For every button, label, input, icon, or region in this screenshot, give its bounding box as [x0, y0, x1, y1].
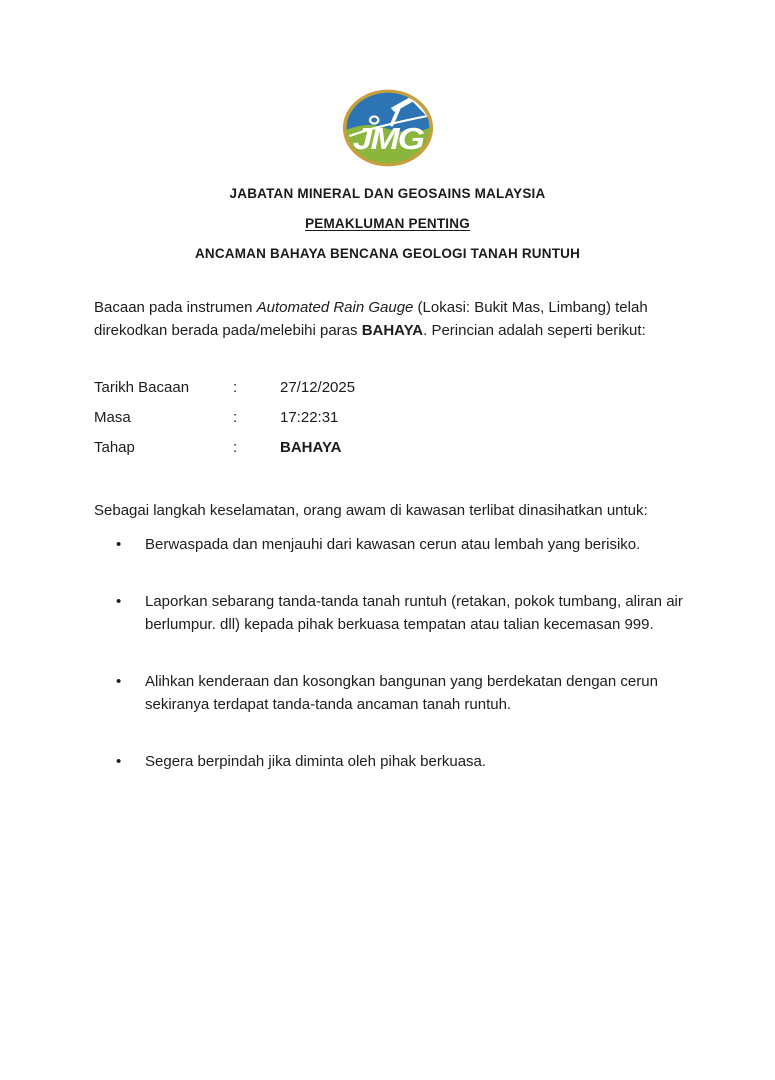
list-item — [94, 533, 694, 557]
list-item — [94, 590, 694, 637]
detail-value-date: 27/12/2025 — [280, 379, 356, 396]
detail-value-level: BAHAYA — [280, 439, 342, 456]
agency-title: JABATAN MINERAL DAN GEOSAINS MALAYSIA — [229, 186, 546, 201]
bullet-icon: • — [116, 752, 122, 770]
advisory-item-text: Alihkan kenderaan dan kosongkan bangunan yang berdekatan dengan cerun sekiranya terdapat tanda-tanda ancaman tanah runtuh. — [145, 672, 658, 713]
intro-text-start: Bacaan pada instrumen — [94, 299, 257, 316]
detail-separator: : — [233, 439, 238, 456]
reading-details — [94, 379, 686, 469]
list-item — [94, 750, 694, 774]
intro-text-middle: (Lokasi: Bukit Mas, Limbang) telah direkodkan berada pada/melebihi paras — [94, 299, 648, 339]
notice-title: PEMAKLUMAN PENTING — [305, 216, 470, 231]
alert-level-inline: BAHAYA — [361, 321, 424, 339]
intro-paragraph — [94, 297, 686, 342]
advisory-intro: Sebagai langkah keselamatan, orang awam di kawasan terlibat dinasihatkan untuk: — [94, 502, 648, 519]
intro-text-end: . Perincian adalah seperti berikut: — [423, 321, 646, 339]
advisory-list — [94, 533, 694, 806]
detail-label: Tarikh Bacaan — [94, 379, 190, 396]
list-item — [94, 670, 694, 717]
detail-separator: : — [233, 379, 238, 396]
detail-row-time — [94, 409, 686, 439]
detail-value-time: 17:22:31 — [280, 409, 339, 426]
detail-row-date — [94, 379, 686, 409]
detail-label: Tahap — [94, 439, 135, 456]
logo-letters: JMG — [352, 120, 424, 156]
advisory-item-text: Berwaspada dan menjauhi dari kawasan cerun atau lembah yang berisiko. — [145, 536, 641, 553]
advisory-item-text: Laporkan sebarang tanda-tanda tanah runtuh (retakan, pokok tumbang, aliran air berlumpur. dll) kepada pihak berkuasa tempatan atau talian kecemasan 999. — [145, 592, 683, 633]
detail-label: Masa — [94, 409, 131, 426]
advisory-item-text: Segera berpindah jika diminta oleh pihak berkuasa. — [145, 752, 487, 770]
bullet-icon: • — [116, 592, 122, 610]
notice-subject: ANCAMAN BAHAYA BENCANA GEOLOGI TANAH RUNTUH — [194, 246, 581, 261]
bullet-icon: • — [116, 672, 122, 690]
detail-separator: : — [233, 409, 238, 426]
bullet-icon: • — [116, 536, 122, 553]
instrument-name: Automated Rain Gauge — [256, 299, 414, 316]
jmg-logo-icon — [342, 88, 434, 168]
detail-row-level — [94, 439, 686, 469]
